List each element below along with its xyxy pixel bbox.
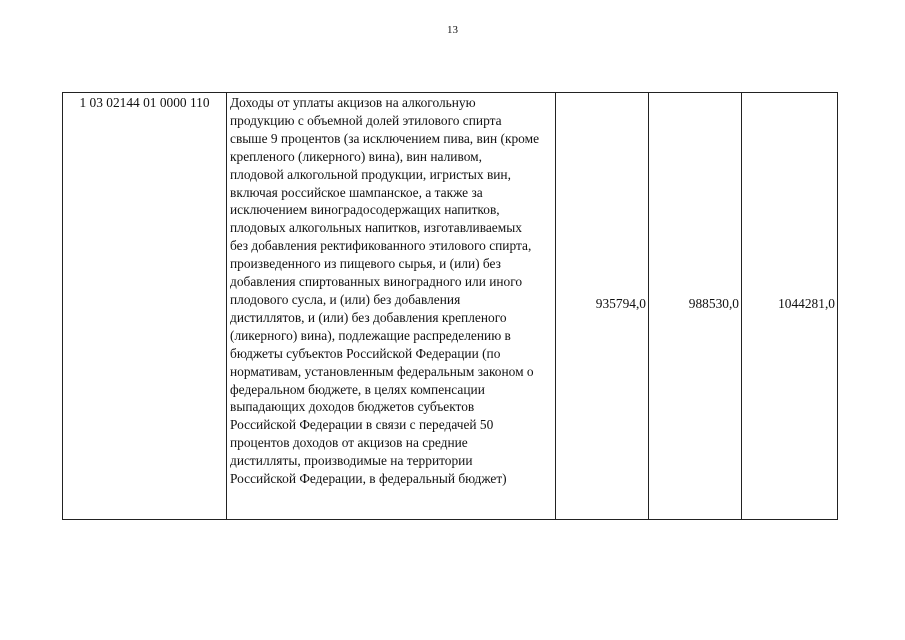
description-line: бюджеты субъектов Российской Федерации (по bbox=[230, 345, 501, 361]
description-line: плодового сусла, и (или) без добавления bbox=[230, 291, 461, 307]
budget-classification-code: 1 03 02144 01 0000 110 bbox=[63, 93, 227, 520]
amount-year-2: 988530,0 bbox=[649, 93, 742, 520]
revenue-description bbox=[227, 93, 556, 520]
description-line: включая российское шампанское, а также за bbox=[230, 184, 483, 200]
description-line: дистилляты, производимые на территории bbox=[230, 453, 473, 469]
description-line: добавления спиртованных виноградного или иного bbox=[230, 274, 523, 290]
description-line: выпадающих доходов бюджетов субъектов bbox=[230, 399, 475, 415]
description-line: продукцию с объемной долей этилового спирта bbox=[230, 112, 502, 128]
description-line: федеральном бюджете, в целях компенсации bbox=[230, 381, 485, 397]
amount-year-1: 935794,0 bbox=[556, 93, 649, 520]
description-line: произведенного из пищевого сырья, и (или) без bbox=[230, 256, 501, 272]
description-line: процентов доходов от акцизов на средние bbox=[230, 435, 468, 451]
description-line: плодовой алкогольной продукции, игристых вин, bbox=[230, 166, 511, 182]
description-line: (ликерного) вина), подлежащие распределению в bbox=[230, 327, 511, 343]
table-row bbox=[63, 93, 838, 520]
description-line: без добавления ректификованного этилового спирта, bbox=[230, 238, 532, 254]
description-line: Российской Федерации в связи с передачей 50 bbox=[230, 417, 494, 433]
description-line: исключением виноградосодержащих напитков, bbox=[230, 202, 500, 218]
amount-year-3: 1044281,0 bbox=[742, 93, 838, 520]
description-line: Российской Федерации, в федеральный бюджет) bbox=[230, 471, 507, 487]
description-line: свыше 9 процентов (за исключением пива, вин (кроме bbox=[230, 130, 540, 146]
description-line: плодовых алкогольных напитков, изготавливаемых bbox=[230, 220, 522, 236]
revenue-table bbox=[62, 92, 838, 520]
description-line: дистиллятов, и (или) без добавления крепленого bbox=[230, 309, 507, 325]
description-line: Доходы от уплаты акцизов на алкогольную bbox=[230, 95, 476, 110]
description-line: нормативам, установленным федеральным законом о bbox=[230, 363, 534, 379]
description-line: крепленого (ликерного) вина), вин наливом, bbox=[230, 148, 482, 164]
page-number: 13 bbox=[447, 24, 458, 36]
